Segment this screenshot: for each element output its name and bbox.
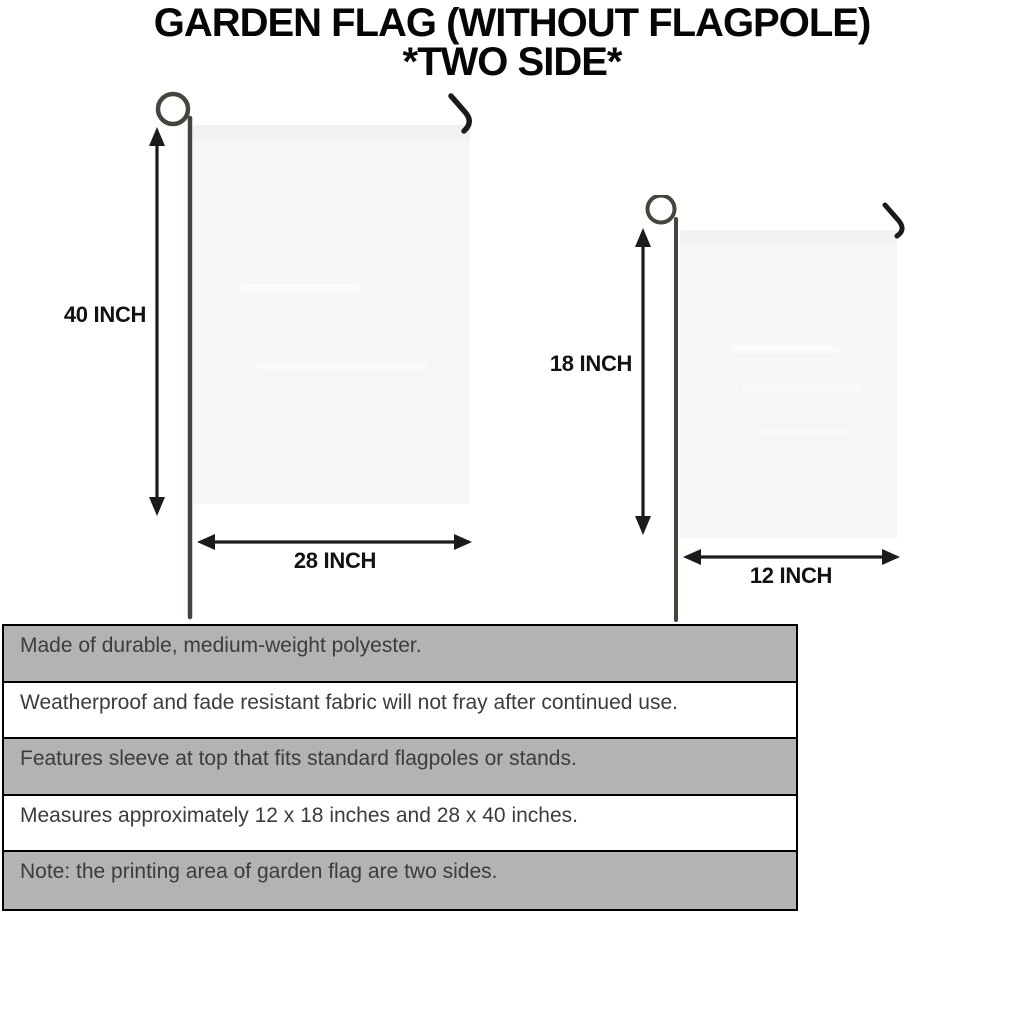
large-flag-sleeve xyxy=(193,125,470,139)
large-flag-width-label: 28 INCH xyxy=(293,548,377,573)
arrowhead-left xyxy=(197,534,215,550)
row-text: Features sleeve at top that fits standard flagpoles or stands. xyxy=(20,747,577,770)
large-flag-diagram xyxy=(140,90,490,620)
features-table xyxy=(2,624,798,911)
row-text: Weatherproof and fade resistant fabric will not fray after continued use. xyxy=(20,690,678,714)
flag-wrinkle xyxy=(257,362,427,370)
page-title-line1: GARDEN FLAG (WITHOUT FLAGPOLE) xyxy=(153,1,871,45)
table-row xyxy=(4,683,796,740)
flag-wrinkle xyxy=(742,385,862,392)
small-flag-height-label: 18 INCH xyxy=(549,351,633,376)
arrowhead-down xyxy=(635,516,651,535)
small-flag-sleeve xyxy=(680,230,897,242)
page-title-line2: *TWO SIDE* xyxy=(402,40,622,84)
arrowhead-right xyxy=(454,534,472,550)
small-flag-width-label: 12 INCH xyxy=(749,563,833,588)
table-row xyxy=(4,739,796,796)
flag-wrinkle xyxy=(730,345,840,353)
flag-wrinkle xyxy=(240,284,360,293)
table-row xyxy=(4,626,796,683)
flag-wrinkle xyxy=(755,428,850,435)
row-text: Measures approximately 12 x 18 inches and 28 x 40 inches. xyxy=(20,803,578,827)
row-text: Made of durable, medium-weight polyester. xyxy=(20,634,422,657)
flagpole-loop xyxy=(648,196,675,223)
large-flag-canvas xyxy=(193,125,470,504)
small-flag-diagram xyxy=(610,195,920,625)
arrowhead-up xyxy=(149,127,165,146)
row-text: Note: the printing area of garden flag are two sides. xyxy=(20,860,498,883)
page-title xyxy=(0,1,1024,84)
large-flag-height-label: 40 INCH xyxy=(63,302,147,327)
small-flag-canvas xyxy=(680,230,897,538)
table-row xyxy=(4,852,796,909)
arrowhead-up xyxy=(635,228,651,247)
flagpole-loop xyxy=(158,94,188,124)
table-row xyxy=(4,796,796,853)
arrowhead-down xyxy=(149,497,165,516)
